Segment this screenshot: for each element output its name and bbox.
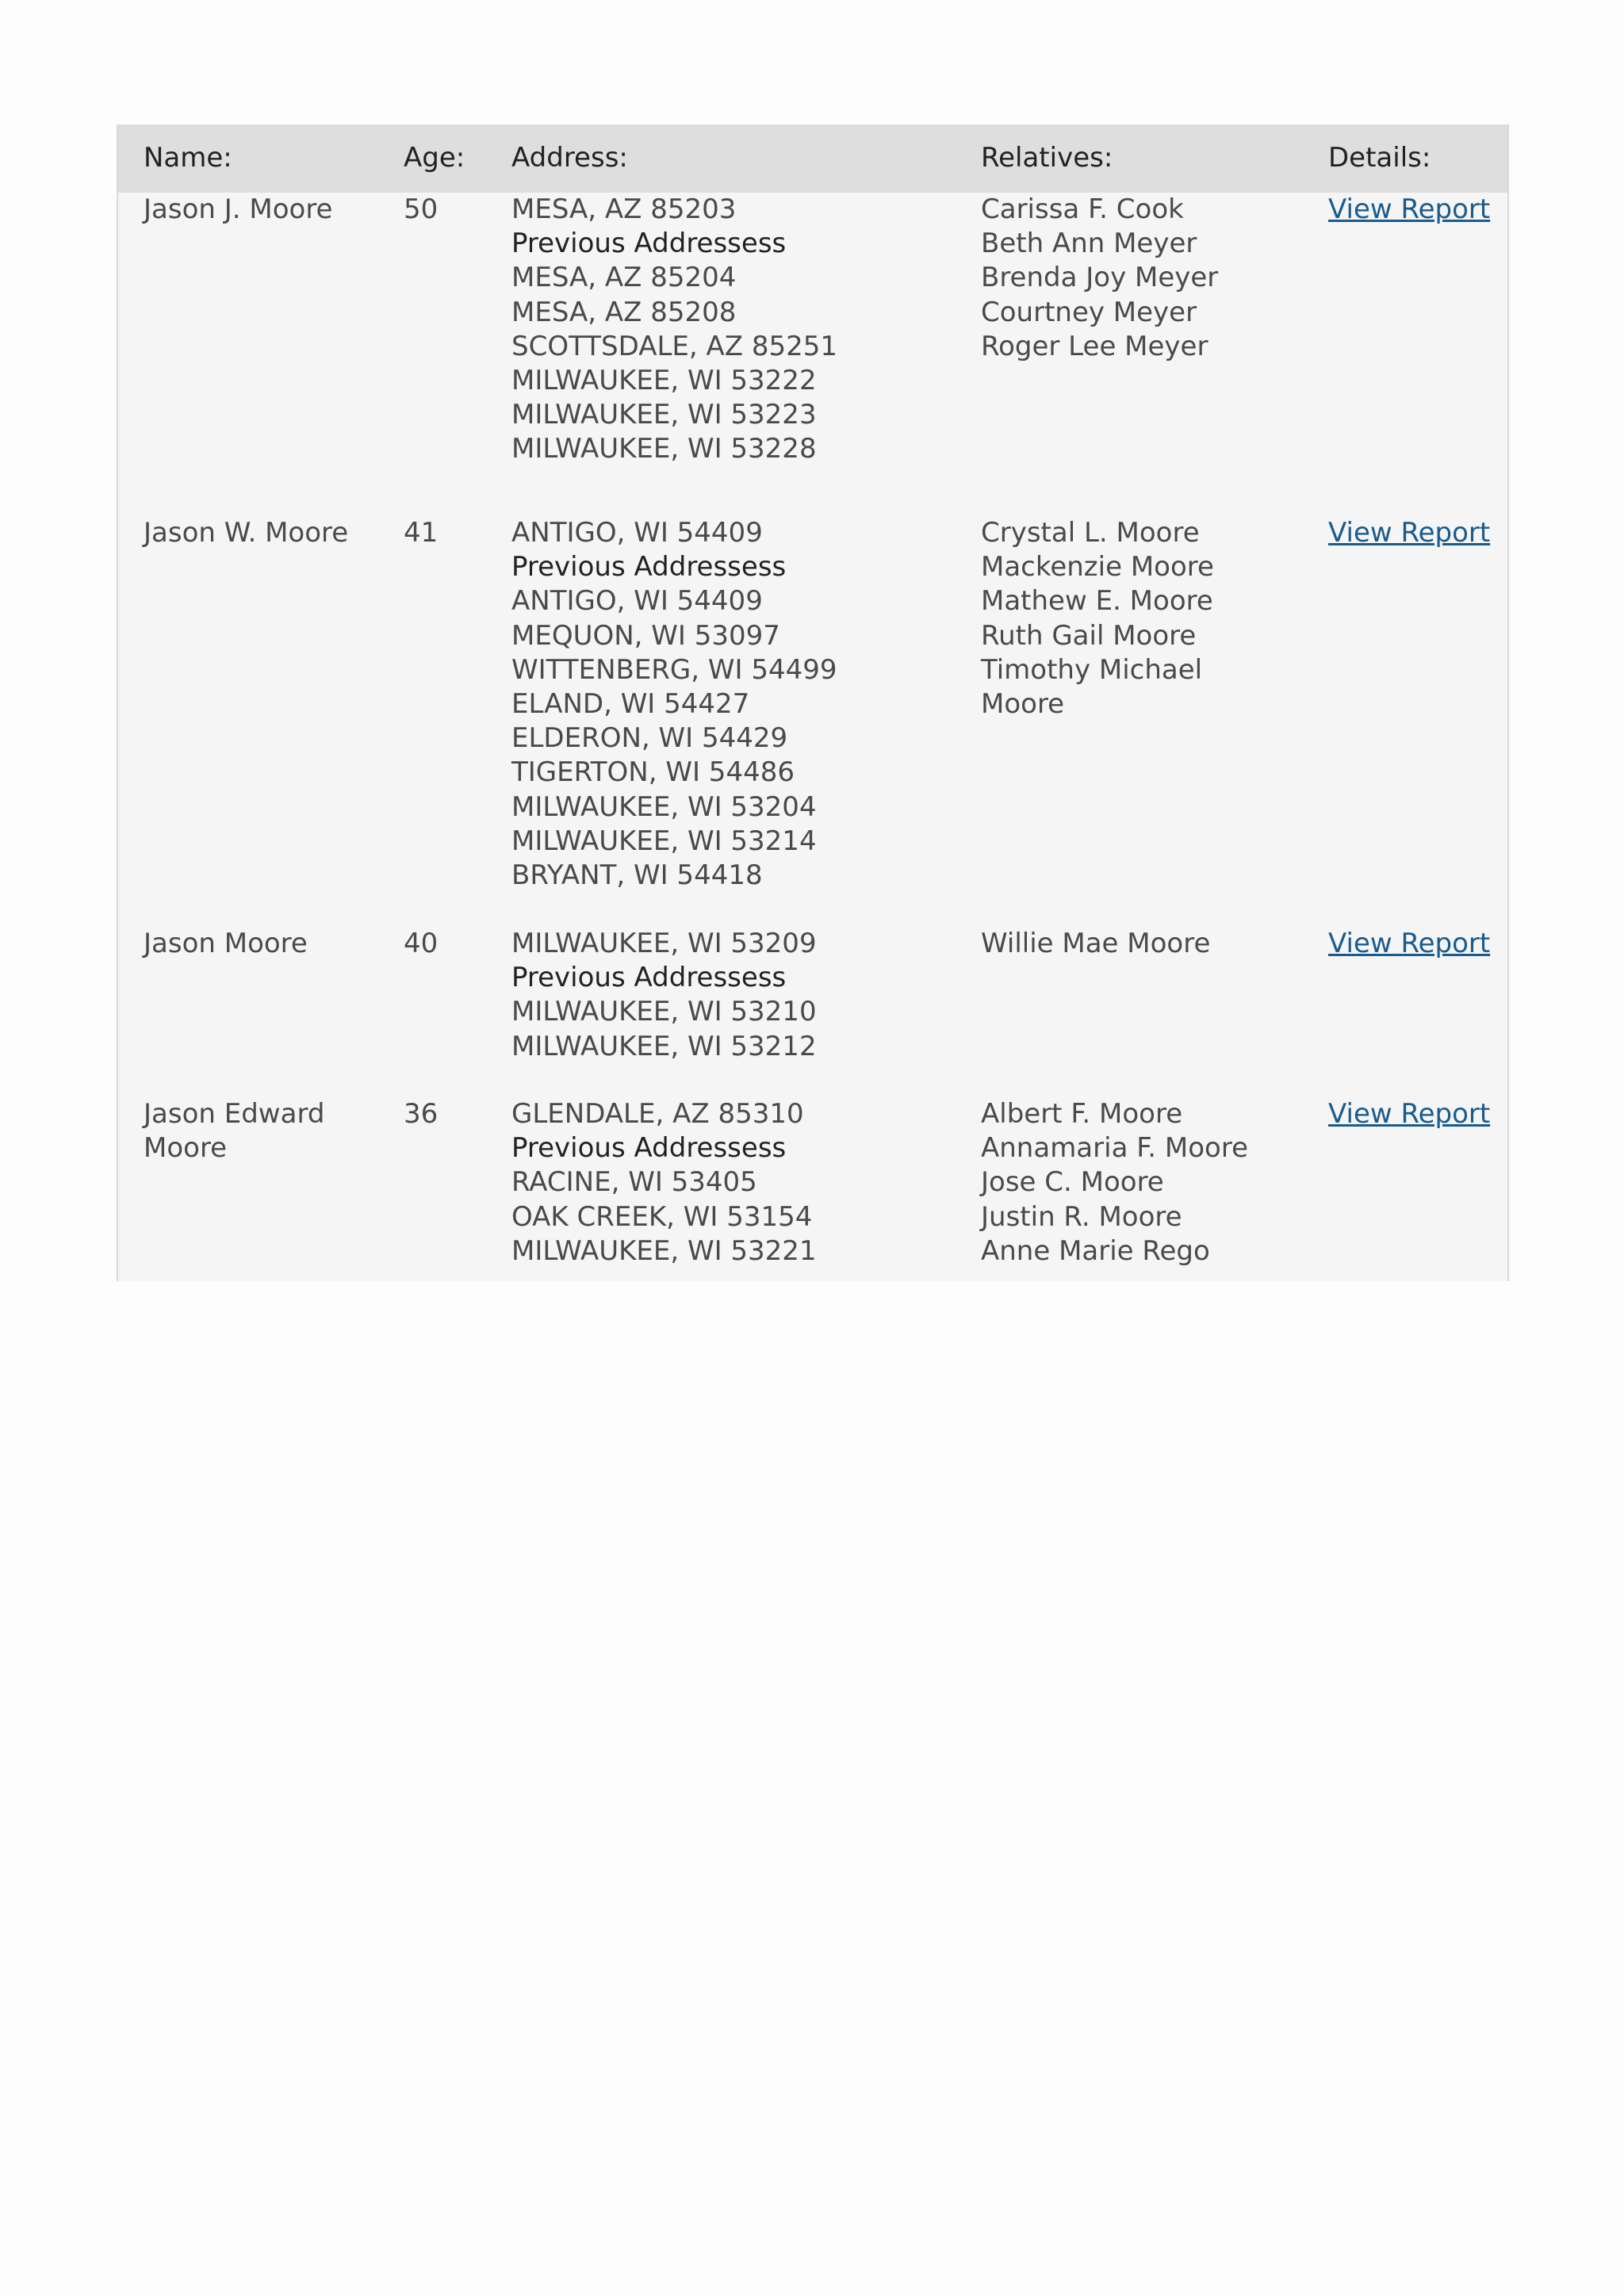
current-address: MILWAUKEE, WI 53209 <box>511 928 817 959</box>
relative-name: Carissa F. Cook <box>981 193 1184 225</box>
relative-name: Mackenzie Moore <box>981 551 1214 584</box>
person-name-line: Jason Moore <box>144 928 308 959</box>
previous-address: MESA, AZ 85204 <box>511 262 737 294</box>
relative-name: Willie Mae Moore <box>981 928 1211 959</box>
header-name: Name: <box>144 142 232 174</box>
relative-name: Courtney Meyer <box>981 296 1197 328</box>
previous-addresses-label: Previous Addressess <box>511 551 787 584</box>
previous-address: MILWAUKEE, WI 53210 <box>511 996 817 1028</box>
person-age: 40 <box>404 928 439 959</box>
relative-name: Albert F. Moore <box>981 1098 1183 1130</box>
relative-name: Anne Marie Rego <box>981 1234 1210 1267</box>
details-cell <box>1328 1097 1503 1131</box>
previous-address: WITTENBERG, WI 54499 <box>511 653 837 686</box>
header-address: Address: <box>511 142 628 174</box>
view-report-link[interactable]: View Report <box>1328 517 1491 549</box>
person-age: 36 <box>404 1098 439 1130</box>
person-name <box>144 1097 381 1165</box>
relative-name: Roger Lee Meyer <box>981 330 1208 362</box>
previous-addresses-label: Previous Addressess <box>511 962 787 994</box>
view-report-link[interactable]: View Report <box>1328 1098 1491 1130</box>
previous-address: ELAND, WI 54427 <box>511 688 750 721</box>
view-report-link[interactable]: View Report <box>1328 193 1491 225</box>
current-address: ANTIGO, WI 54409 <box>511 517 763 549</box>
address-list <box>511 516 956 893</box>
person-name-line: Jason Edward <box>144 1098 325 1130</box>
previous-address: MILWAUKEE, WI 53212 <box>511 1030 817 1062</box>
previous-address: OAK CREEK, WI 53154 <box>511 1200 813 1233</box>
details-cell <box>1328 516 1503 550</box>
table-row <box>118 927 1507 1097</box>
person-name-line: Jason J. Moore <box>144 193 333 225</box>
previous-address: TIGERTON, WI 54486 <box>511 756 795 789</box>
relative-name: Beth Ann Meyer <box>981 228 1197 260</box>
relatives-list <box>981 1097 1282 1269</box>
header-details: Details: <box>1328 142 1431 174</box>
person-age: 41 <box>404 517 439 549</box>
header-age: Age: <box>404 142 465 174</box>
person-name <box>144 516 381 550</box>
previous-address: BRYANT, WI 54418 <box>511 859 763 892</box>
results-table <box>117 124 1509 1281</box>
relative-name: Jose C. Moore <box>981 1166 1164 1199</box>
relatives-list <box>981 516 1282 721</box>
address-list <box>511 927 956 1064</box>
relative-name: Ruth Gail Moore <box>981 619 1197 652</box>
relatives-list <box>981 193 1282 364</box>
relative-name: Timothy Michael <box>981 653 1203 686</box>
previous-addresses-label: Previous Addressess <box>511 228 787 260</box>
person-name-line: Jason W. Moore <box>144 517 349 549</box>
previous-address: ELDERON, WI 54429 <box>511 722 788 755</box>
relatives-list <box>981 927 1282 961</box>
person-name <box>144 927 381 961</box>
header-relatives: Relatives: <box>981 142 1113 174</box>
previous-address: MILWAUKEE, WI 53222 <box>511 365 817 397</box>
relative-name: Crystal L. Moore <box>981 517 1200 549</box>
person-name-line: Moore <box>144 1132 228 1165</box>
previous-address: SCOTTSDALE, AZ 85251 <box>511 330 838 362</box>
previous-address: MESA, AZ 85208 <box>511 296 737 328</box>
table-row <box>118 516 1507 927</box>
previous-address: MILWAUKEE, WI 53204 <box>511 790 817 823</box>
details-cell <box>1328 193 1503 227</box>
address-list <box>511 193 956 467</box>
previous-address: ANTIGO, WI 54409 <box>511 585 763 618</box>
table-row <box>118 193 1507 516</box>
previous-address: MILWAUKEE, WI 53214 <box>511 825 817 857</box>
relative-name: Annamaria F. Moore <box>981 1132 1249 1165</box>
previous-address: RACINE, WI 53405 <box>511 1166 757 1199</box>
previous-address: MILWAUKEE, WI 53223 <box>511 399 817 431</box>
relative-name: Moore <box>981 688 1065 721</box>
previous-address: MILWAUKEE, WI 53221 <box>511 1234 817 1267</box>
current-address: GLENDALE, AZ 85310 <box>511 1098 804 1130</box>
person-name <box>144 193 381 227</box>
current-address: MESA, AZ 85203 <box>511 193 737 225</box>
relative-name: Brenda Joy Meyer <box>981 262 1219 294</box>
previous-addresses-label: Previous Addressess <box>511 1132 787 1165</box>
table-header <box>118 124 1507 193</box>
relative-name: Mathew E. Moore <box>981 585 1213 618</box>
details-cell <box>1328 927 1503 961</box>
person-age: 50 <box>404 193 439 225</box>
table-row <box>118 1097 1507 1281</box>
previous-address: MILWAUKEE, WI 53228 <box>511 433 817 465</box>
view-report-link[interactable]: View Report <box>1328 928 1491 959</box>
address-list <box>511 1097 956 1269</box>
relative-name: Justin R. Moore <box>981 1200 1182 1233</box>
previous-address: MEQUON, WI 53097 <box>511 619 780 652</box>
